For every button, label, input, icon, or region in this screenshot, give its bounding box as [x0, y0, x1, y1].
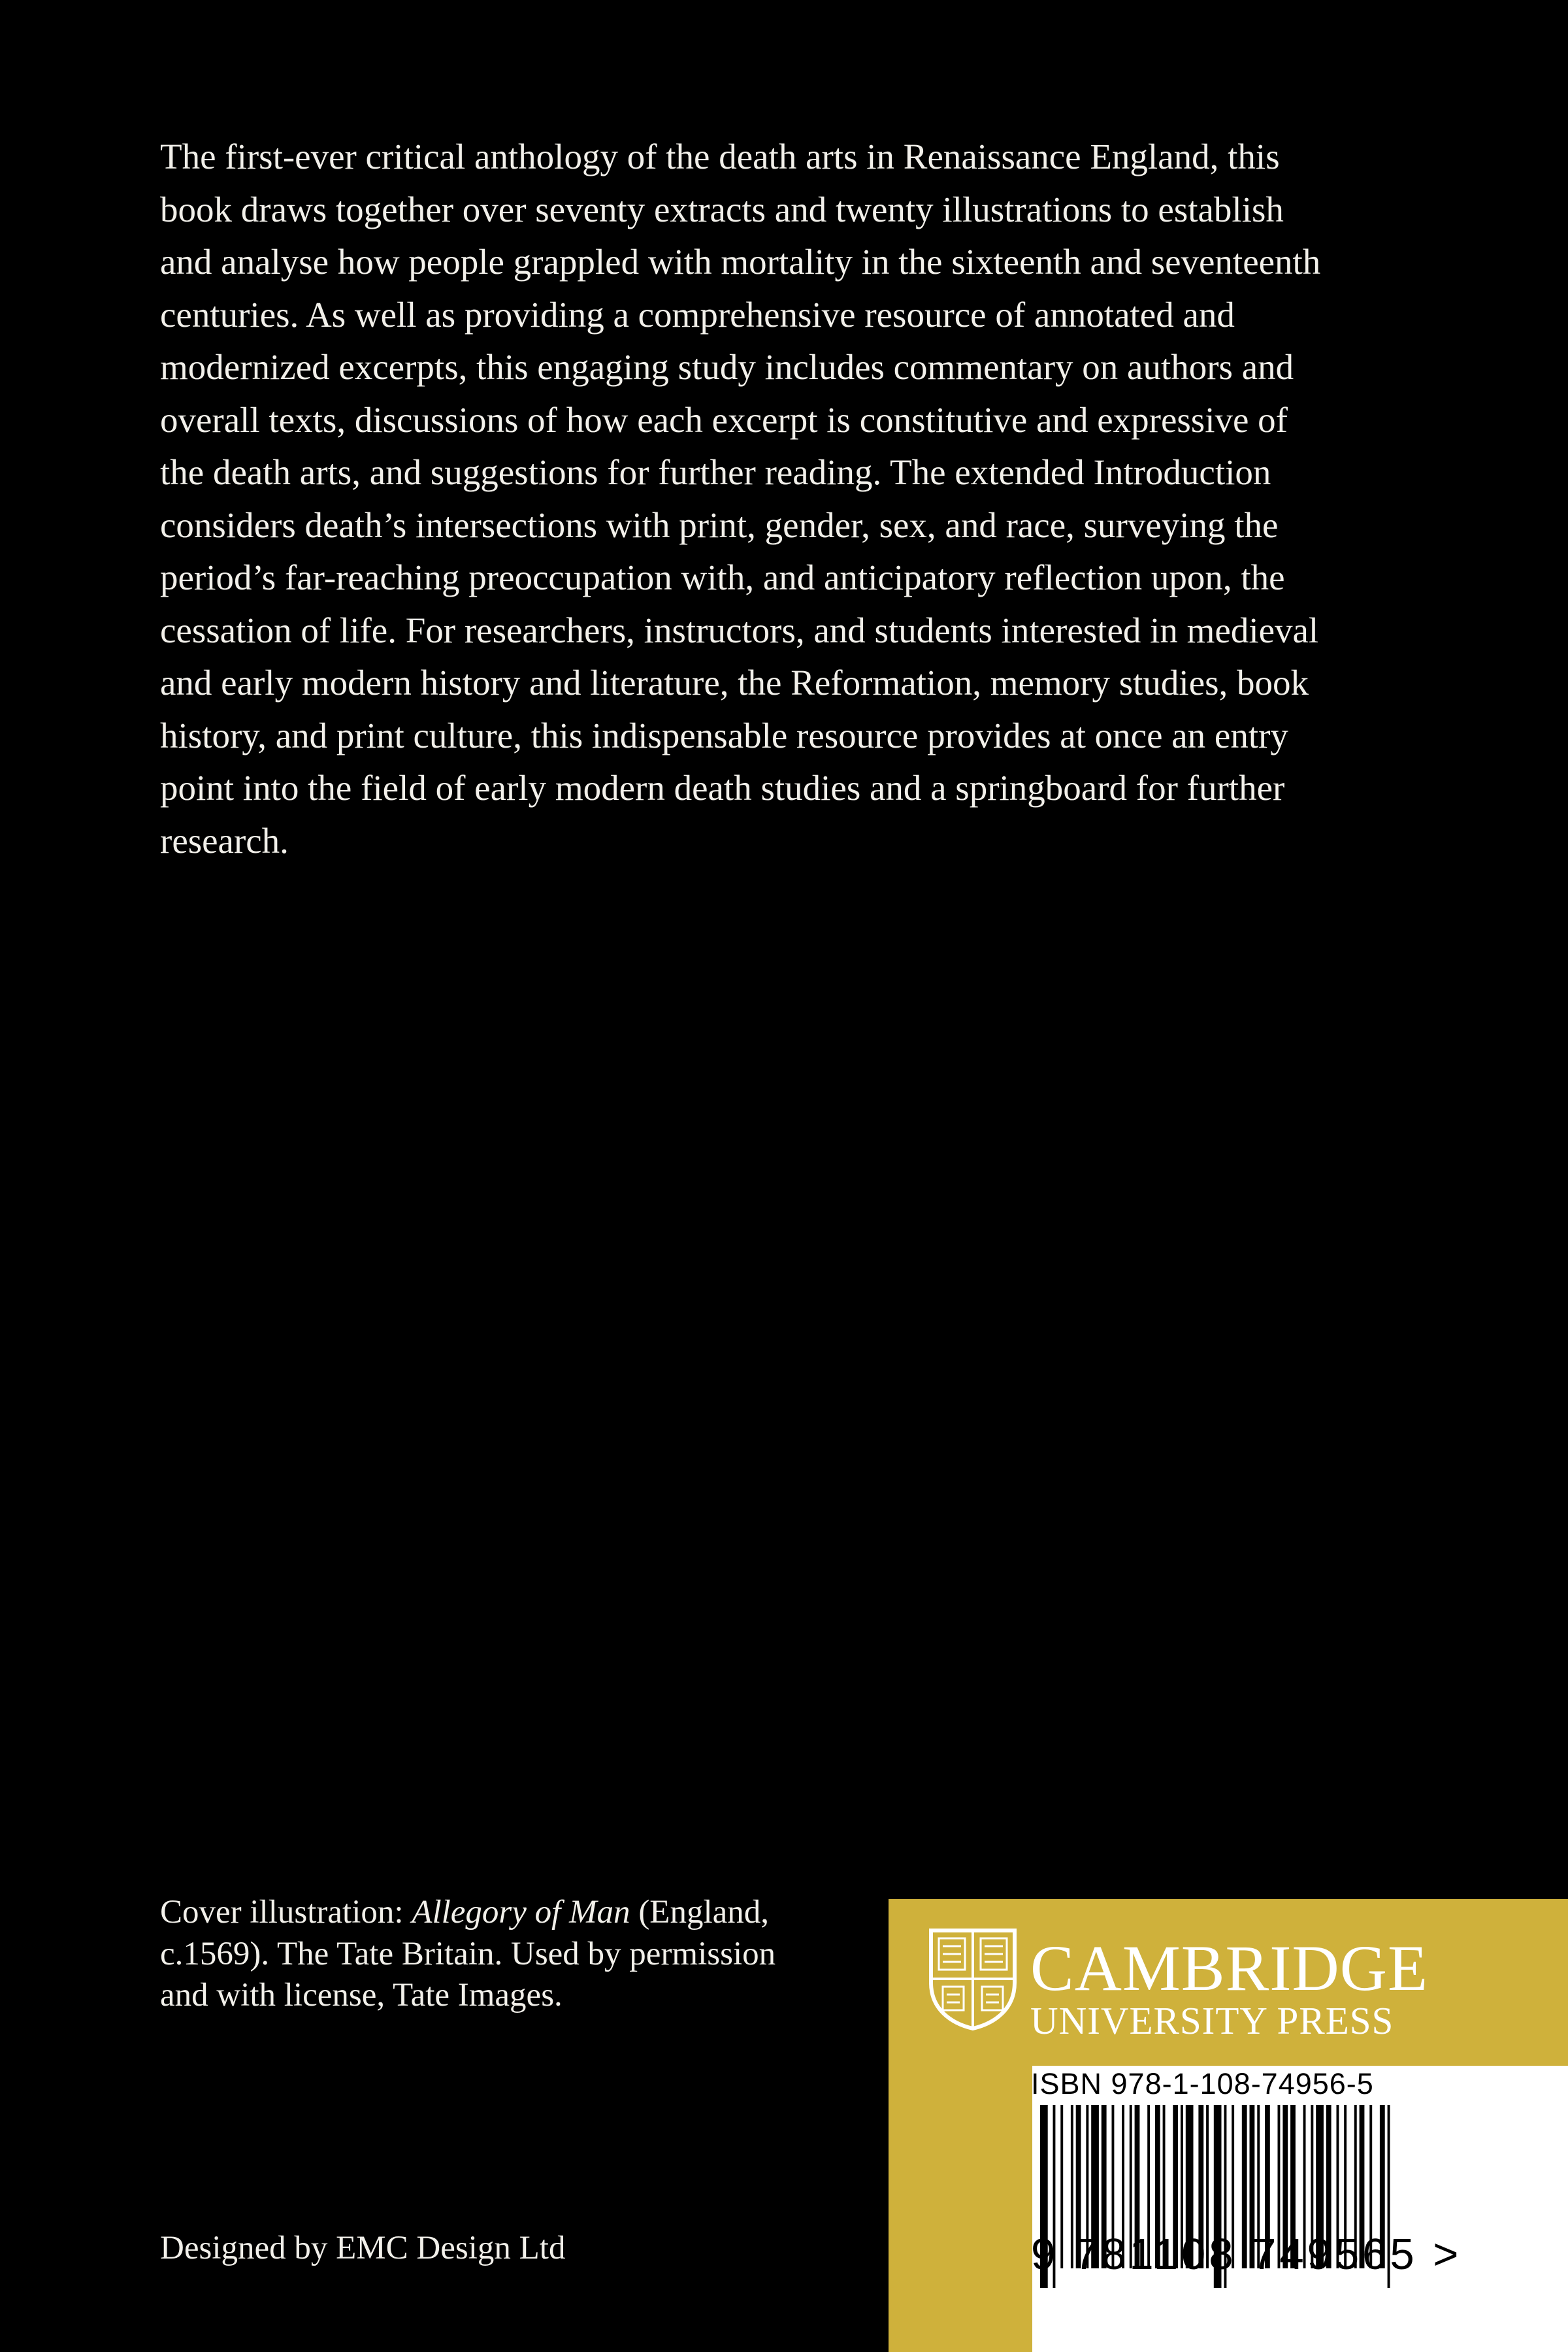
blurb-text: The first-ever critical anthology of the death arts in Renaissance England, this book draws together over seventy extracts and twenty illustrations to establish and analyse how people grappled with mortality in the sixteenth and seventeenth centuries. As well as providing a comprehensive resource of annotated and modernized excerpts, this engaging study includes commentary on authors and overall texts, discussions of how each excerpt is constitutive and expressive of the death arts, and suggestions for further reading. The extended Introduction considers death’s intersections with print, gender, sex, and race, surveying the period’s far-reaching preoccupation with, and anticipatory reflection upon, the cessation of life. For researchers, instructors, and students interested in medieval and early modern history and literature, the Reformation, memory studies, book history, and print culture, this indispensable resource provides at once an entry point into the field of early modern death studies and a springboard for further research. — [160, 137, 1321, 861]
barcode-digits: 9 781108 749565 > — [1031, 2230, 1462, 2279]
publisher-name-line1: CAMBRIDGE — [1030, 1932, 1429, 2004]
publisher-name-line2: UNIVERSITY PRESS — [1030, 1999, 1394, 2042]
publisher-name — [1030, 1932, 1429, 2042]
cover-credit-title: Allegory of Man — [412, 1894, 630, 1930]
cover-illustration-credit — [160, 1892, 813, 2017]
university-crest-icon — [927, 1927, 1019, 2031]
cover-credit-rest: (England, c.1569). The Tate Britain. Used by permission and with license, Tate Images. — [160, 1894, 776, 2013]
designer-credit: Designed by EMC Design Ltd — [160, 2230, 566, 2266]
cover-credit-prefix: Cover illustration: — [160, 1894, 412, 1930]
publisher-logo — [927, 1927, 1429, 2042]
publisher-panel — [889, 1899, 1568, 2352]
isbn-label: ISBN 978-1-108-74956-5 — [1031, 2067, 1374, 2100]
